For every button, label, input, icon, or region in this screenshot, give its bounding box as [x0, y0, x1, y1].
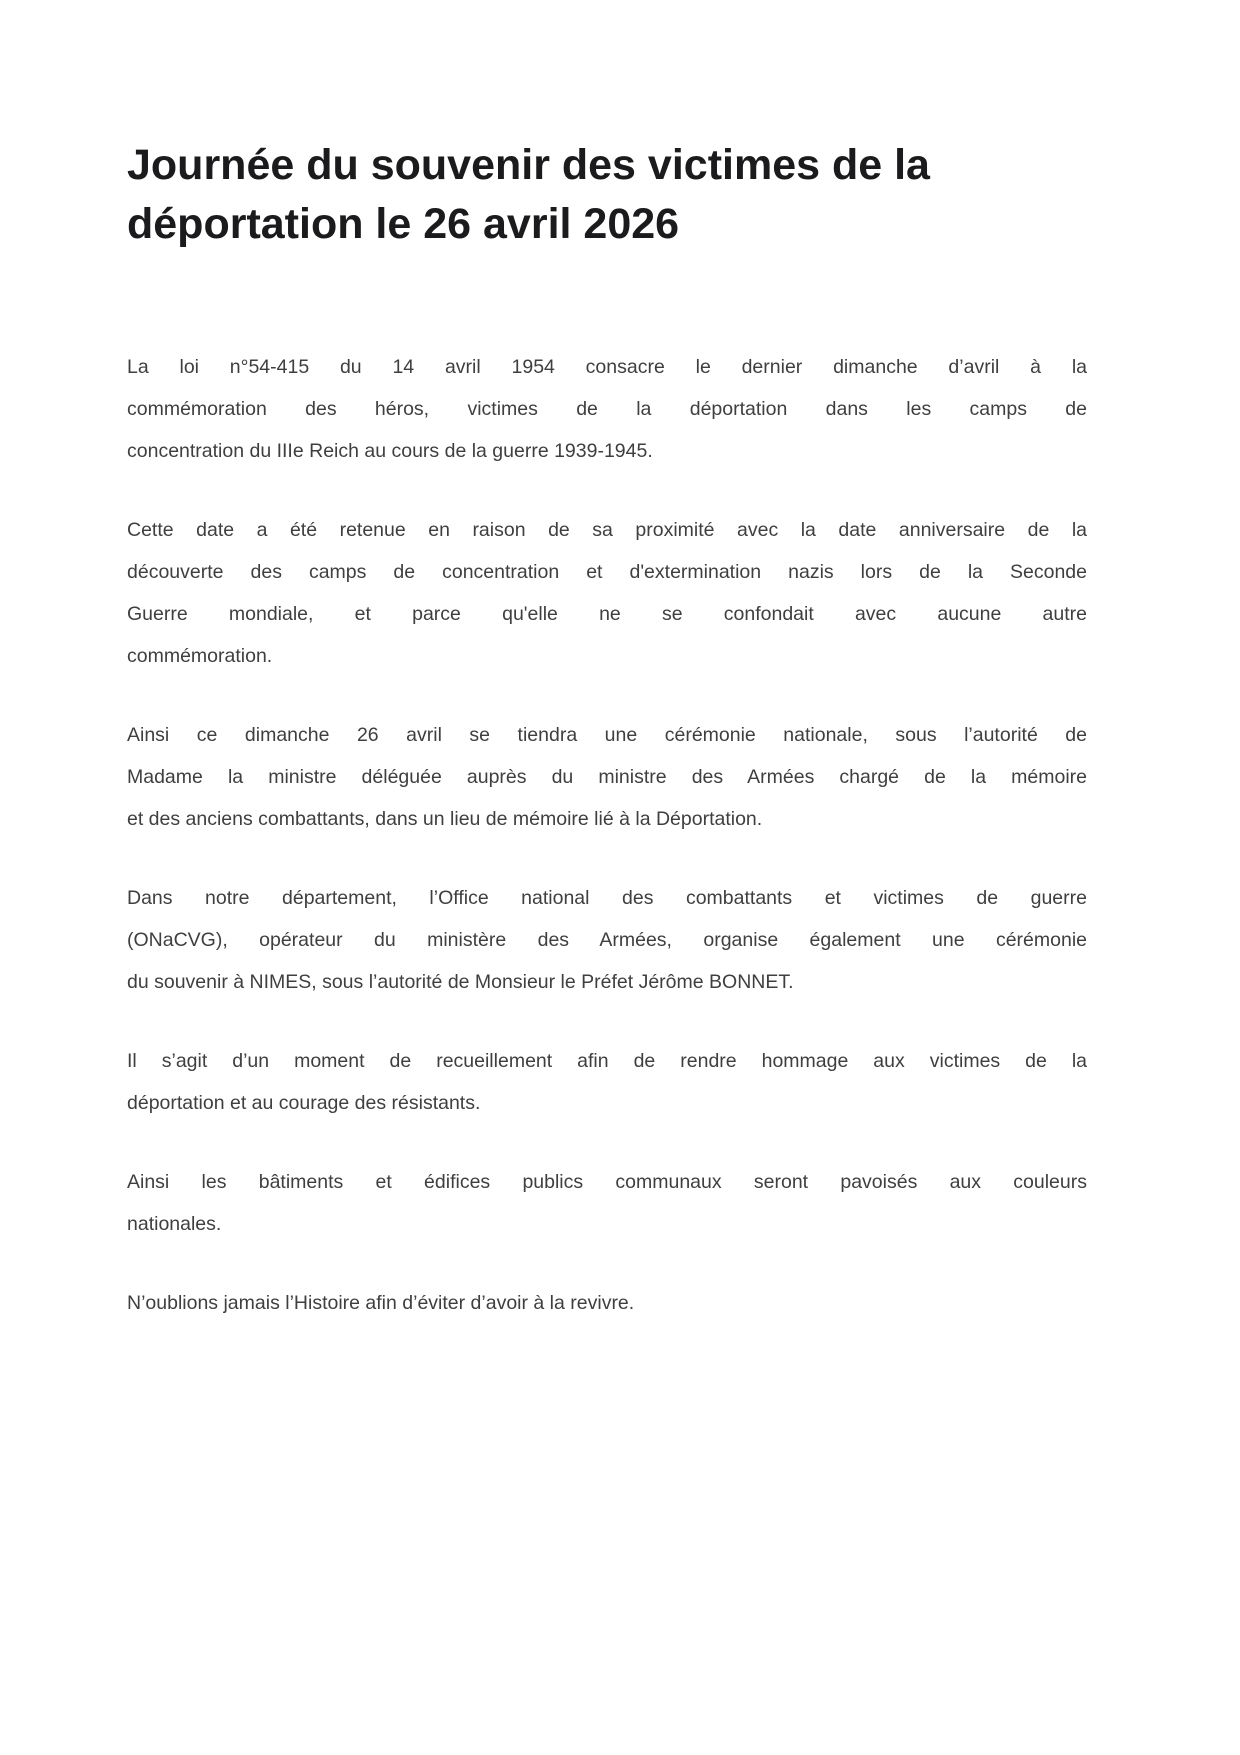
document-content [127, 0, 1087, 1361]
paragraph [127, 1161, 1087, 1245]
text-line: Madame la ministre déléguée auprès du ministre des Armées chargé de la mémoire [127, 766, 1087, 788]
title-line: déportation le 26 avril 2026 [127, 200, 680, 248]
text-line: nationales. [127, 1213, 222, 1235]
text-line: commémoration. [127, 645, 273, 667]
title-line: Journée du souvenir des victimes de la [127, 141, 930, 189]
text-line: du souvenir à NIMES, sous l’autorité de Monsieur le Préfet Jérôme BONNET. [127, 971, 794, 993]
text-line: Il s’agit d’un moment de recueillement afin de rendre hommage aux victimes de la [127, 1050, 1087, 1072]
text-line: et des anciens combattants, dans un lieu de mémoire lié à la Déportation. [127, 808, 763, 830]
text-line: Ainsi les bâtiments et édifices publics communaux seront pavoisés aux couleurs [127, 1171, 1087, 1193]
text-line: La loi n°54-415 du 14 avril 1954 consacre le dernier dimanche d’avril à la [127, 356, 1087, 378]
text-line: (ONaCVG), opérateur du ministère des Armées, organise également une cérémonie [127, 929, 1087, 951]
text-line: N’oublions jamais l’Histoire afin d’éviter d’avoir à la revivre. [127, 1292, 635, 1314]
body-paragraphs [127, 346, 1087, 1324]
paragraph [127, 877, 1087, 1003]
text-line: Dans notre département, l’Office national des combattants et victimes de guerre [127, 887, 1087, 909]
text-line: concentration du IIIe Reich au cours de la guerre 1939-1945. [127, 440, 653, 462]
text-line: découverte des camps de concentration et d'extermination nazis lors de la Seconde [127, 561, 1087, 583]
text-line: Cette date a été retenue en raison de sa proximité avec la date anniversaire de la [127, 519, 1087, 541]
text-line: Guerre mondiale, et parce qu'elle ne se confondait avec aucune autre [127, 603, 1087, 625]
paragraph [127, 509, 1087, 677]
document-title [127, 0, 1087, 254]
text-line: Ainsi ce dimanche 26 avril se tiendra une cérémonie nationale, sous l’autorité de [127, 724, 1087, 746]
paragraph [127, 1040, 1087, 1124]
paragraph [127, 714, 1087, 840]
text-line: commémoration des héros, victimes de la déportation dans les camps de [127, 398, 1087, 420]
paragraph [127, 346, 1087, 472]
text-line: déportation et au courage des résistants. [127, 1092, 481, 1114]
paragraph [127, 1282, 1087, 1324]
